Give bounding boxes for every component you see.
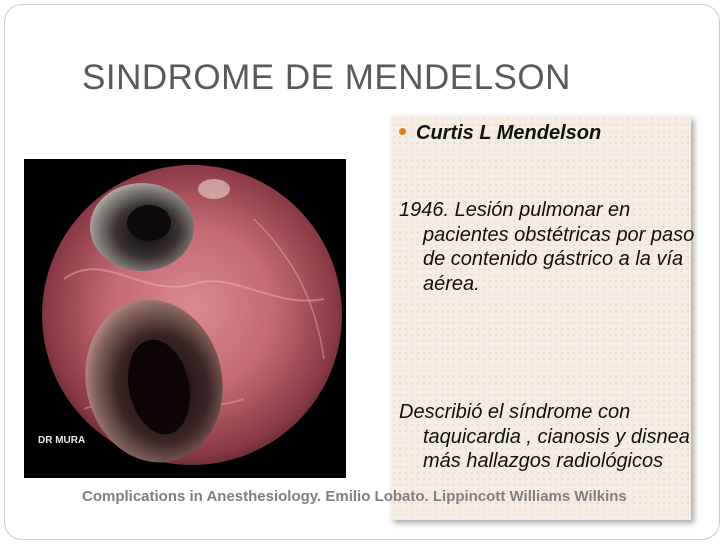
bullet-text: Curtis L Mendelson xyxy=(416,122,602,144)
paragraph-history: 1946. Lesión pulmonar en pacientes obstétricas por paso de contenido gástrico a la vía aérea. xyxy=(399,199,695,295)
bullet-dot-icon xyxy=(399,128,406,135)
slide-title: SINDROME DE MENDELSON xyxy=(82,58,571,97)
image-watermark: DR MURA xyxy=(38,435,86,446)
paragraph-description: Describió el síndrome con taquicardia , cianosis y disnea más hallazgos radiológicos xyxy=(399,401,690,472)
bronchoscopy-image xyxy=(24,159,346,478)
bullet-item xyxy=(399,122,601,145)
citation: Complications in Anesthesiology. Emilio Lobato. Lippincott Williams Wilkins xyxy=(82,488,627,505)
content-box xyxy=(391,116,695,520)
